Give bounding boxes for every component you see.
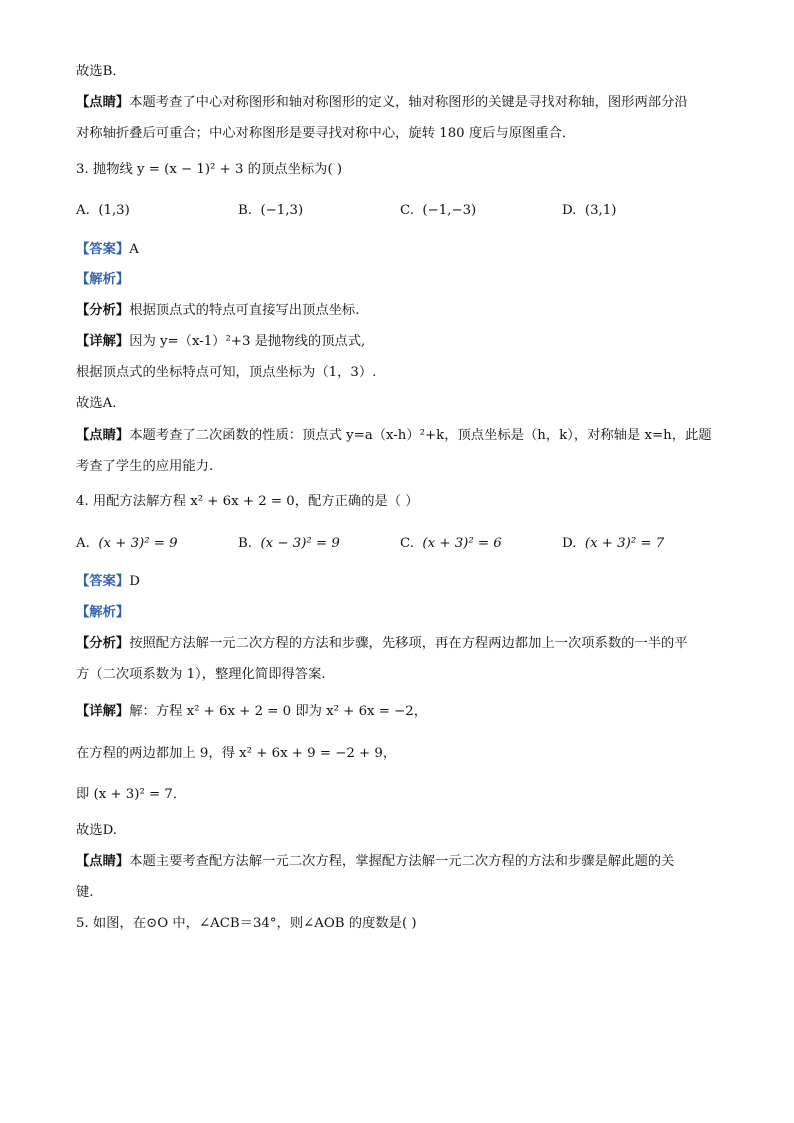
question-5-stem: 5. 如图，在⊙O 中，∠ACB＝34°，则∠AOB 的度数是( ) <box>76 916 417 931</box>
answer-value: D <box>129 574 140 589</box>
text-span: 因为 y=（x-1）²+3 是抛物线的顶点式, <box>129 334 366 349</box>
option-letter: D. <box>562 536 577 551</box>
answer-line <box>76 572 140 592</box>
text-span: 按照配方法解一元二次方程的方法和步骤，先移项，再在方程两边都加上一次项系数的一半的平 <box>129 636 688 651</box>
option-letter: C. <box>400 536 414 551</box>
text-line <box>76 426 712 446</box>
option-text: (x + 3)² = 6 <box>422 536 502 551</box>
tag-analysis: 【解析】 <box>76 272 130 287</box>
text-span: 解：方程 x² + 6x + 2 = 0 即为 x² + 6x = −2， <box>129 704 428 719</box>
text-line: 根据顶点式的坐标特点可知，顶点坐标为（1，3）. <box>76 365 377 380</box>
tag-analysis: 【解析】 <box>76 605 130 620</box>
text-span: 根据顶点式的特点可直接写出顶点坐标. <box>129 303 360 318</box>
text-line <box>76 301 359 321</box>
tag-dianjing: 【点睛】 <box>76 428 130 443</box>
text-line: 在方程的两边都加上 9，得 x² + 6x + 9 = −2 + 9， <box>76 746 397 761</box>
option-c <box>400 536 502 551</box>
text-line <box>76 702 427 722</box>
tag-fenxi: 【分析】 <box>76 636 130 651</box>
text-line: 即 (x + 3)² = 7． <box>76 787 187 802</box>
text-span: 本题考查了中心对称图形和轴对称图形的定义，轴对称图形的关键是寻找对称轴，图形两部分沿 <box>129 95 688 110</box>
option-text: (−1,−3) <box>422 203 477 218</box>
tag-answer: 【答案】 <box>76 574 130 589</box>
option-letter: D. <box>562 203 577 218</box>
tag-answer: 【答案】 <box>76 242 130 257</box>
answer-line <box>76 240 139 260</box>
tag-dianjing: 【点睛】 <box>76 854 130 869</box>
option-a <box>76 203 130 218</box>
text-line <box>76 332 365 352</box>
text-line: 对称轴折叠后可重合；中心对称图形是要寻找对称中心，旋转 180 度后与原图重合． <box>76 126 576 141</box>
option-text: (1,3) <box>98 203 130 218</box>
question-4-stem: 4. 用配方法解方程 x² + 6x + 2 = 0，配方正确的是（ ） <box>76 494 419 509</box>
option-letter: A. <box>76 536 90 551</box>
answer-value: A <box>129 242 139 257</box>
option-text: (x + 3)² = 9 <box>98 536 178 551</box>
text-line <box>76 634 688 654</box>
question-3-stem: 3. 抛物线 y = (x − 1)² + 3 的顶点坐标为( ) <box>76 162 343 177</box>
tag-xiangjie: 【详解】 <box>76 334 130 349</box>
option-letter: B. <box>238 536 252 551</box>
text-line: 方（二次项系数为 1），整理化简即得答案. <box>76 667 326 682</box>
option-letter: B. <box>238 203 252 218</box>
text-line: 考查了学生的应用能力. <box>76 459 214 474</box>
option-b <box>238 203 303 218</box>
option-text: (3,1) <box>584 203 617 218</box>
option-a <box>76 536 178 551</box>
text-line <box>76 93 688 113</box>
option-d <box>562 203 616 218</box>
text-span: 本题考查了二次函数的性质：顶点式 y=a（x-h）²+k，顶点坐标是（h，k），对称轴是 x=h，此题 <box>129 428 712 443</box>
option-text: (x + 3)² = 7 <box>584 536 665 551</box>
text-line: 故选B． <box>76 64 126 79</box>
option-b <box>238 536 340 551</box>
tag-dianjing: 【点睛】 <box>76 95 130 110</box>
text-line <box>76 852 674 872</box>
tag-xiangjie: 【详解】 <box>76 704 130 719</box>
text-line: 故选D. <box>76 823 118 838</box>
tag-fenxi: 【分析】 <box>76 303 130 318</box>
option-text: (x − 3)² = 9 <box>260 536 340 551</box>
text-line: 键. <box>76 885 94 900</box>
text-line: 故选A. <box>76 396 117 411</box>
option-d <box>562 536 664 551</box>
text-span: 本题主要考查配方法解一元二次方程，掌握配方法解一元二次方程的方法和步骤是解此题的关 <box>129 854 675 869</box>
option-text: (−1,3) <box>260 203 304 218</box>
option-letter: C. <box>400 203 414 218</box>
option-c <box>400 203 476 218</box>
option-letter: A. <box>76 203 90 218</box>
